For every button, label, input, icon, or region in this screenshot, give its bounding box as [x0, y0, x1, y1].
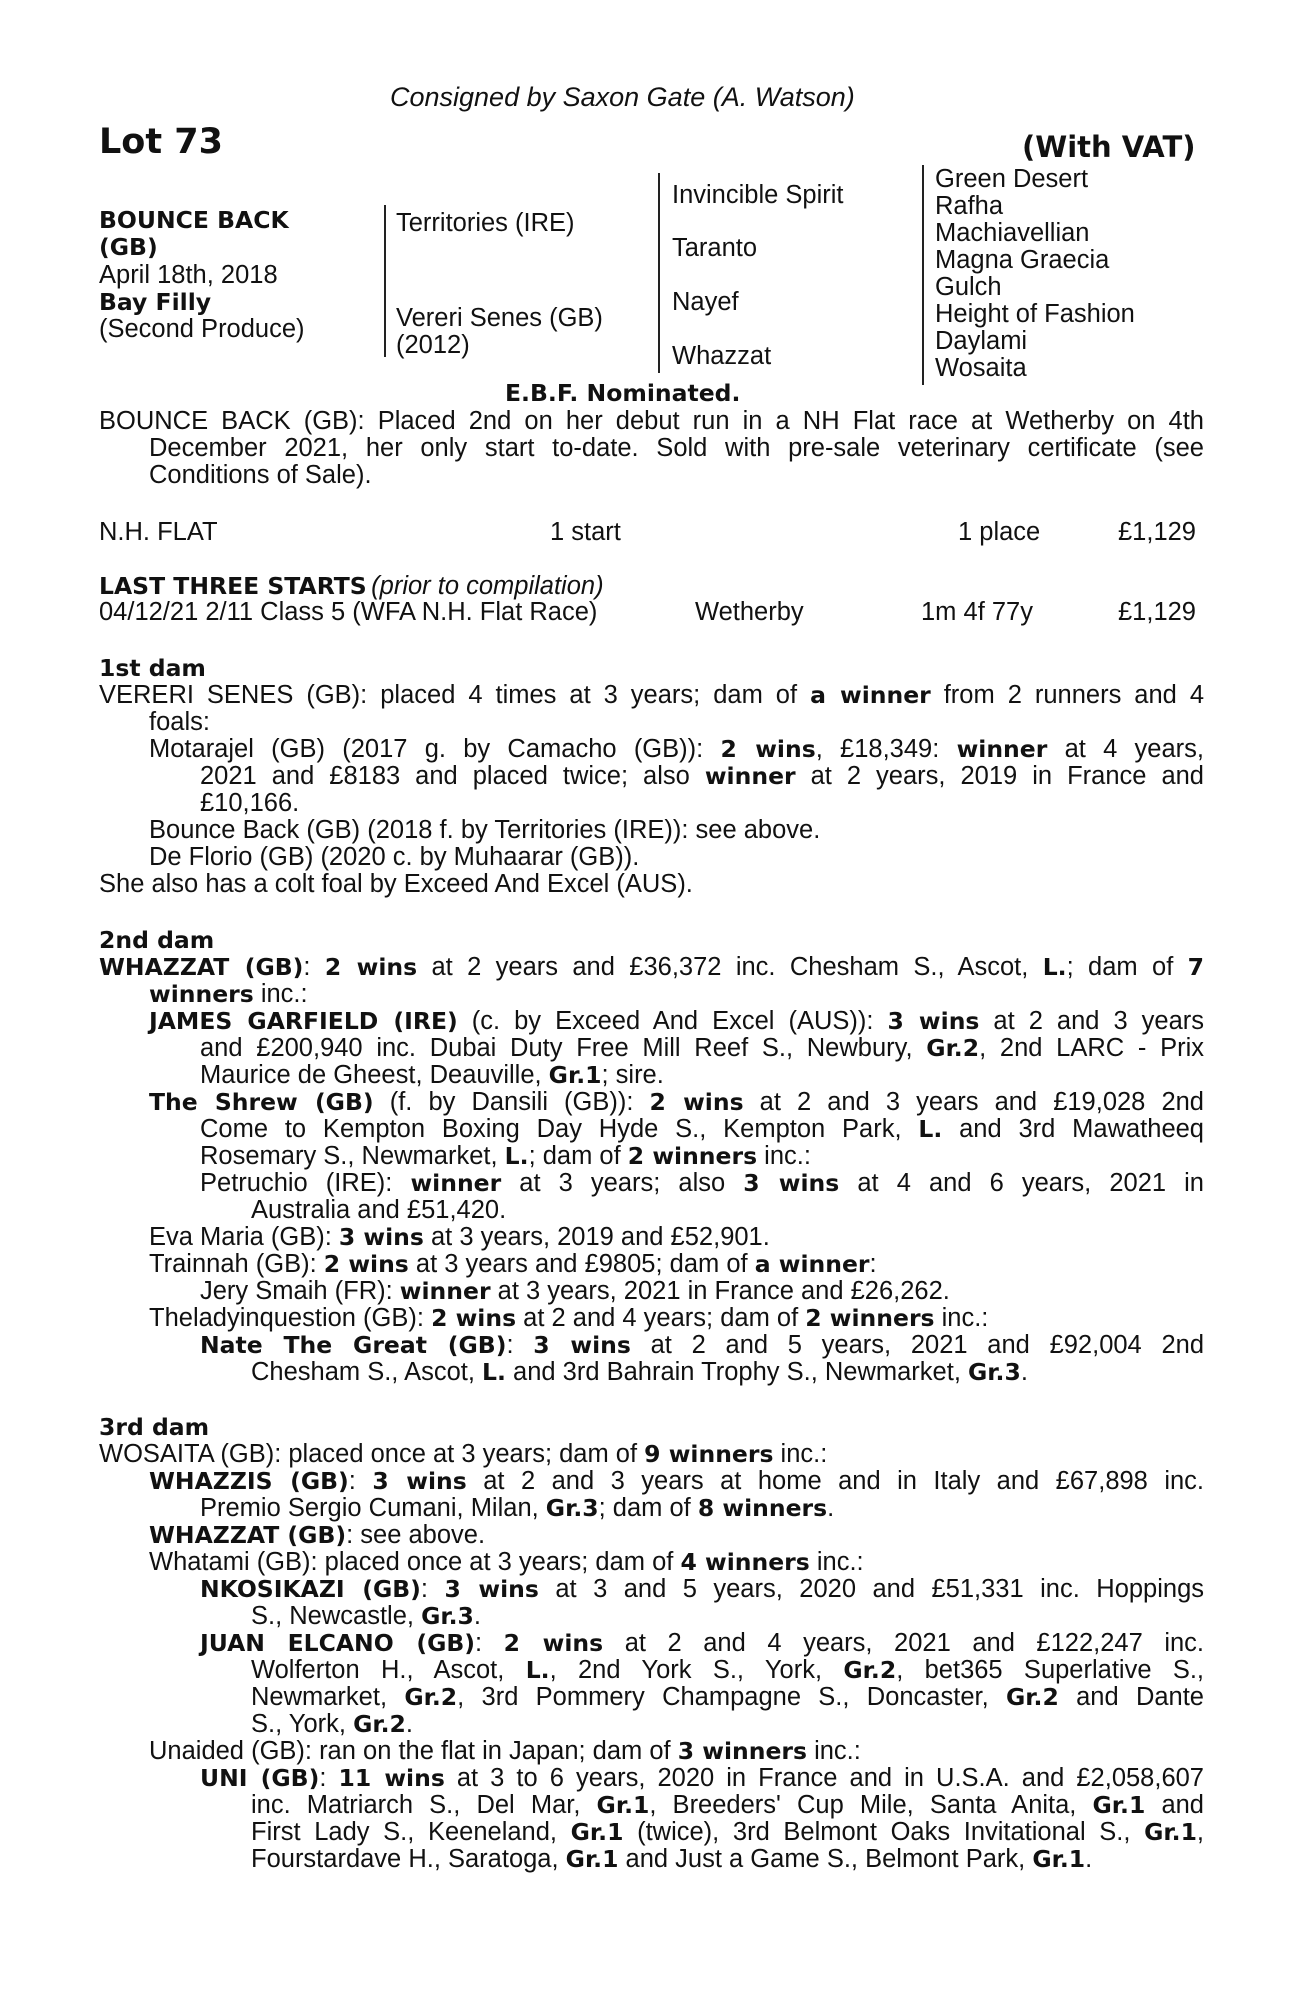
first-dam-section	[99, 682, 1204, 898]
line-text: ; dam of	[528, 1142, 628, 1170]
line-text: Wolferton H., Ascot,	[251, 1656, 526, 1684]
highlight-text: L.	[918, 1115, 943, 1143]
line-text: inc.:	[773, 1440, 828, 1468]
pedigree-line	[99, 1522, 1204, 1549]
line-text: (f. by Dansili (GB)):	[373, 1088, 650, 1116]
ebf-nominated: E.B.F. Nominated.	[505, 379, 741, 407]
pedigree-line	[99, 682, 1204, 709]
highlight-text: NKOSIKAZI (GB)	[200, 1575, 421, 1603]
line-text: at 4 and 6 years, 2021 in	[839, 1169, 1204, 1197]
pedigree-line	[99, 817, 1204, 844]
highlight-text: Gr.2	[353, 1710, 406, 1738]
line-text: :	[420, 1575, 445, 1603]
line-text: Unaided (GB): ran on the flat in Japan; dam of	[149, 1737, 678, 1765]
line-text: at 2 and 3 years	[979, 1007, 1204, 1035]
race-distance: 1m 4f 77y	[921, 598, 1033, 626]
pedigree-line	[99, 1441, 1204, 1468]
last-three-title: LAST THREE STARTS	[99, 572, 367, 600]
line-text: ,	[1196, 1818, 1205, 1846]
race-course: Wetherby	[695, 598, 804, 626]
highlight-text: winner	[704, 762, 796, 790]
highlight-text: 3 winners	[677, 1737, 807, 1765]
highlight-text: 7	[1187, 953, 1204, 981]
pedigree-line	[99, 844, 1204, 871]
pedigree-line	[99, 871, 1204, 898]
pedigree-line	[99, 1332, 1204, 1359]
pedigree-line	[99, 1197, 1204, 1224]
line-text: Eva Maria (GB):	[149, 1223, 339, 1251]
pedigree-line	[99, 1143, 1204, 1170]
pedigree-grand-1: Invincible Spirit	[672, 181, 844, 209]
highlight-text: winner	[956, 735, 1048, 763]
highlight-text: Nate The Great (GB)	[200, 1331, 507, 1359]
race-prize: £1,129	[1118, 598, 1196, 626]
pedigree-great-5: Gulch	[935, 273, 1002, 301]
line-text: Petruchio (IRE):	[200, 1169, 411, 1197]
pedigree-dam-year: (2012)	[396, 331, 470, 359]
line-text: at 2 and 3 years at home and in Italy and £67,898 inc.	[466, 1467, 1205, 1495]
highlight-text: winner	[410, 1169, 502, 1197]
second-dam-section	[99, 954, 1204, 1386]
pedigree-great-2: Rafha	[935, 192, 1004, 220]
highlight-text: Gr.3	[545, 1494, 599, 1522]
pedigree-line	[99, 709, 1204, 736]
line-text: Fourstardave H., Saratoga,	[251, 1845, 566, 1873]
highlight-text: 3 wins	[444, 1575, 539, 1603]
line-text: 2021 and £8183 and placed twice; also	[200, 762, 705, 790]
line-text: , £18,349:	[815, 735, 957, 763]
line-text: Jery Smaih (FR):	[200, 1277, 400, 1305]
line-text: and	[1145, 1791, 1204, 1819]
line-text: inc.:	[934, 1304, 989, 1332]
pedigree-dam: Vereri Senes (GB)	[396, 304, 603, 332]
highlight-text: JAMES GARFIELD (IRE)	[149, 1007, 458, 1035]
line-text: Come to Kempton Boxing Day Hyde S., Kempton Park,	[200, 1115, 919, 1143]
highlight-text: L.	[1042, 953, 1067, 981]
record-places: 1 place	[958, 518, 1041, 546]
record-earnings: £1,129	[1118, 518, 1196, 546]
line-text: :	[869, 1250, 877, 1278]
highlight-text: L.	[525, 1656, 550, 1684]
lot-number: Lot 73	[99, 122, 223, 162]
pedigree-line	[99, 1684, 1204, 1711]
highlight-text: The Shrew (GB)	[149, 1088, 374, 1116]
highlight-text: 3 wins	[372, 1467, 467, 1495]
pedigree-line	[99, 1495, 1204, 1522]
line-text: £10,166.	[200, 789, 300, 817]
highlight-text: Gr.1	[596, 1791, 650, 1819]
line-text: and 3rd Bahrain Trophy S., Newmarket,	[505, 1358, 968, 1386]
line-text: and 3rd Mawatheeq	[942, 1115, 1204, 1143]
line-text: Motarajel (GB) (2017 g. by Camacho (GB)):	[149, 735, 721, 763]
line-text: at 2 and 5 years, 2021 and £92,004 2nd	[630, 1331, 1205, 1359]
line-text: , bet365 Superlative S.,	[896, 1656, 1205, 1684]
last-three-note: (prior to compilation)	[371, 572, 604, 600]
line-text: De Florio (GB) (2020 c. by Muhaarar (GB)).	[149, 843, 640, 871]
line-text: and Dante	[1058, 1683, 1204, 1711]
line-text: , 2nd York S., York,	[549, 1656, 844, 1684]
highlight-text: UNI (GB)	[200, 1764, 320, 1792]
line-text: at 3 years, 2019 and £52,901.	[423, 1223, 770, 1251]
third-dam-section	[99, 1441, 1204, 1873]
pedigree-line	[99, 1792, 1204, 1819]
highlight-text: 3 wins	[743, 1169, 840, 1197]
line-text: Newmarket,	[251, 1683, 405, 1711]
line-text: and £200,940 inc. Dubai Duty Free Mill Reef S., Newbury,	[200, 1034, 927, 1062]
line-text: at 3 to 6 years, 2020 in France and in U.S.A. and £2,058,607	[444, 1764, 1204, 1792]
line-text: .	[1085, 1845, 1093, 1873]
highlight-text: Gr.1	[1092, 1791, 1146, 1819]
line-text: .	[827, 1494, 835, 1522]
pedigree-line	[99, 1305, 1204, 1332]
line-text: Trainnah (GB):	[149, 1250, 324, 1278]
pedigree-great-3: Machiavellian	[935, 219, 1090, 247]
pedigree-line	[99, 1116, 1204, 1143]
intro-line: December 2021, her only start to-date. Sold with pre-sale veterinary certificate (see	[149, 434, 1204, 462]
pedigree-great-4: Magna Graecia	[935, 246, 1110, 274]
pedigree-divider-2	[658, 173, 660, 373]
line-text: .	[473, 1602, 481, 1630]
line-text: .	[1020, 1358, 1028, 1386]
pedigree-grand-2: Taranto	[672, 234, 758, 262]
line-text: at 3 and 5 years, 2020 and £51,331 inc. Hoppings	[538, 1575, 1205, 1603]
line-text: .	[405, 1710, 413, 1738]
line-text: Chesham S., Ascot,	[251, 1358, 483, 1386]
line-text: at 2 and 3 years and £19,028 2nd	[743, 1088, 1204, 1116]
highlight-text: Gr.2	[1005, 1683, 1059, 1711]
pedigree-line	[99, 954, 1204, 981]
pedigree-line	[99, 1576, 1204, 1603]
pedigree-line	[99, 1657, 1204, 1684]
pedigree-line	[99, 1738, 1204, 1765]
line-text: at 2 and 4 years; dam of	[516, 1304, 806, 1332]
highlight-text: L.	[504, 1142, 529, 1170]
record-starts: 1 start	[550, 518, 621, 546]
foaling-date: April 18th, 2018	[99, 261, 278, 289]
pedigree-line	[99, 1062, 1204, 1089]
pedigree-line	[99, 763, 1204, 790]
highlight-text: 8 winners	[697, 1494, 828, 1522]
line-text: :	[319, 1764, 339, 1792]
horse-sex: Bay Filly	[99, 288, 212, 316]
pedigree-line	[99, 790, 1204, 817]
line-text: :	[475, 1629, 504, 1657]
vat-label: (With VAT)	[1022, 130, 1196, 164]
line-text: VERERI SENES (GB): placed 4 times at 3 years; dam of	[99, 681, 811, 709]
line-text: at 2 and 4 years, 2021 and £122,247 inc.	[603, 1629, 1205, 1657]
line-text: ; dam of	[1066, 953, 1188, 981]
pedigree-line	[99, 1819, 1204, 1846]
line-text: :	[303, 953, 325, 981]
pedigree-grand-3: Nayef	[672, 288, 739, 316]
highlight-text: Gr.1	[570, 1818, 624, 1846]
highlight-text: Gr.1	[565, 1845, 619, 1873]
line-text: , 3rd Pommery Champagne S., Doncaster,	[457, 1683, 1006, 1711]
line-text: :	[506, 1331, 534, 1359]
pedigree-line	[99, 1224, 1204, 1251]
highlight-text: a winner	[754, 1250, 870, 1278]
line-text: inc. Matriarch S., Del Mar,	[251, 1791, 597, 1819]
pedigree-line	[99, 1278, 1204, 1305]
third-dam-heading: 3rd dam	[99, 1413, 210, 1441]
highlight-text: JUAN ELCANO (GB)	[200, 1629, 476, 1657]
highlight-text: Gr.2	[404, 1683, 458, 1711]
highlight-text: WHAZZAT (GB)	[149, 1521, 347, 1549]
pedigree-grand-4: Whazzat	[672, 342, 772, 370]
line-text: Whatami (GB): placed once at 3 years; dam of	[149, 1548, 681, 1576]
line-text: foals:	[149, 708, 210, 736]
pedigree-line	[99, 1711, 1204, 1738]
line-text: at 3 years; also	[501, 1169, 744, 1197]
horse-country: (GB)	[99, 233, 158, 261]
pedigree-great-7: Daylami	[935, 327, 1028, 355]
pedigree-line	[99, 1846, 1204, 1873]
line-text: WOSAITA (GB): placed once at 3 years; dam of	[99, 1440, 645, 1468]
pedigree-great-1: Green Desert	[935, 165, 1089, 193]
intro-line: Conditions of Sale).	[149, 461, 372, 489]
line-text: Theladyinquestion (GB):	[149, 1304, 432, 1332]
highlight-text: 2 wins	[720, 735, 816, 763]
line-text: S., York,	[251, 1710, 354, 1738]
line-text: at 3 years, 2021 in France and £26,262.	[490, 1277, 950, 1305]
highlight-text: 2 wins	[503, 1629, 604, 1657]
pedigree-line	[99, 1359, 1204, 1386]
line-text: Bounce Back (GB) (2018 f. by Territories (IRE)): see above.	[149, 816, 821, 844]
pedigree-line	[99, 1468, 1204, 1495]
line-text: inc.:	[809, 1548, 864, 1576]
highlight-text: 2 wins	[323, 1250, 409, 1278]
highlight-text: a winner	[810, 681, 931, 709]
pedigree-divider-1	[384, 205, 386, 357]
line-text: First Lady S., Keeneland,	[251, 1818, 571, 1846]
pedigree-line	[99, 1035, 1204, 1062]
line-text: inc.:	[757, 1142, 811, 1170]
highlight-text: 11 wins	[338, 1764, 445, 1792]
highlight-text: 2 winners	[805, 1304, 935, 1332]
highlight-text: Gr.2	[843, 1656, 897, 1684]
pedigree-line	[99, 1170, 1204, 1197]
pedigree-line	[99, 1630, 1204, 1657]
last-three-heading	[99, 572, 604, 600]
highlight-text: L.	[482, 1358, 506, 1386]
highlight-text: 3 wins	[533, 1331, 631, 1359]
line-text: inc.:	[807, 1737, 861, 1765]
highlight-text: 2 wins	[324, 953, 418, 981]
intro-paragraph	[99, 408, 1204, 489]
highlight-text: 3 wins	[338, 1223, 424, 1251]
pedigree-divider-3	[922, 165, 924, 385]
pedigree-line	[99, 736, 1204, 763]
highlight-text: winner	[399, 1277, 491, 1305]
line-text: Rosemary S., Newmarket,	[200, 1142, 505, 1170]
highlight-text: Gr.3	[421, 1602, 474, 1630]
pedigree-line	[99, 1008, 1204, 1035]
line-text: S., Newcastle,	[251, 1602, 422, 1630]
line-text: Australia and £51,420.	[251, 1196, 507, 1224]
line-text: Premio Sergio Cumani, Milan,	[200, 1494, 546, 1522]
pedigree-line	[99, 981, 1204, 1008]
highlight-text: 2 wins	[431, 1304, 517, 1332]
line-text: , Breeders' Cup Mile, Santa Anita,	[649, 1791, 1093, 1819]
produce-note: (Second Produce)	[99, 315, 305, 343]
pedigree-line	[99, 1089, 1204, 1116]
consignor-line: Consigned by Saxon Gate (A. Watson)	[390, 82, 855, 112]
line-text: at 3 years and £9805; dam of	[408, 1250, 755, 1278]
line-text: She also has a colt foal by Exceed And Excel (AUS).	[99, 870, 693, 898]
line-text: and Just a Game S., Belmont Park,	[618, 1845, 1033, 1873]
highlight-text: Gr.1	[548, 1061, 602, 1089]
highlight-text: Gr.1	[1144, 1818, 1197, 1846]
pedigree-line	[99, 1603, 1204, 1630]
line-text: inc.:	[253, 980, 308, 1008]
line-text: ; dam of	[598, 1494, 698, 1522]
record-type: N.H. FLAT	[99, 518, 218, 546]
intro-line: BOUNCE BACK (GB): Placed 2nd on her debut run in a NH Flat race at Wetherby on 4th	[99, 407, 1204, 435]
highlight-text: WHAZZAT (GB)	[99, 953, 304, 981]
line-text: from 2 runners and 4	[930, 681, 1205, 709]
line-text: ; sire.	[601, 1061, 664, 1089]
second-dam-heading: 2nd dam	[99, 926, 215, 954]
pedigree-line	[99, 1251, 1204, 1278]
highlight-text: 9 winners	[644, 1440, 774, 1468]
highlight-text: Gr.1	[1032, 1845, 1086, 1873]
line-text: : see above.	[346, 1521, 486, 1549]
line-text: at 4 years,	[1047, 735, 1204, 763]
line-text: at 2 years and £36,372 inc. Chesham S., Ascot,	[417, 953, 1043, 981]
line-text: at 2 years, 2019 in France and	[795, 762, 1204, 790]
highlight-text: 4 winners	[680, 1548, 810, 1576]
pedigree-line	[99, 1765, 1204, 1792]
race-details: 04/12/21 2/11 Class 5 (WFA N.H. Flat Race)	[99, 598, 598, 626]
pedigree-great-8: Wosaita	[935, 354, 1027, 382]
horse-name: BOUNCE BACK	[99, 206, 289, 234]
pedigree-sire: Territories (IRE)	[396, 209, 575, 237]
highlight-text: Gr.2	[926, 1034, 980, 1062]
highlight-text: WHAZZIS (GB)	[149, 1467, 349, 1495]
line-text: (c. by Exceed And Excel (AUS)):	[457, 1007, 888, 1035]
highlight-text: winners	[149, 980, 254, 1008]
highlight-text: Gr.3	[968, 1358, 1021, 1386]
pedigree-line	[99, 1549, 1204, 1576]
pedigree-great-6: Height of Fashion	[935, 300, 1135, 328]
first-dam-heading: 1st dam	[99, 654, 206, 682]
line-text: , 2nd LARC - Prix	[979, 1034, 1204, 1062]
line-text: Maurice de Gheest, Deauville,	[200, 1061, 549, 1089]
line-text: :	[348, 1467, 373, 1495]
highlight-text: 2 winners	[627, 1142, 758, 1170]
highlight-text: 3 wins	[887, 1007, 980, 1035]
line-text: (twice), 3rd Belmont Oaks Invitational S.,	[623, 1818, 1145, 1846]
highlight-text: 2 wins	[649, 1088, 744, 1116]
